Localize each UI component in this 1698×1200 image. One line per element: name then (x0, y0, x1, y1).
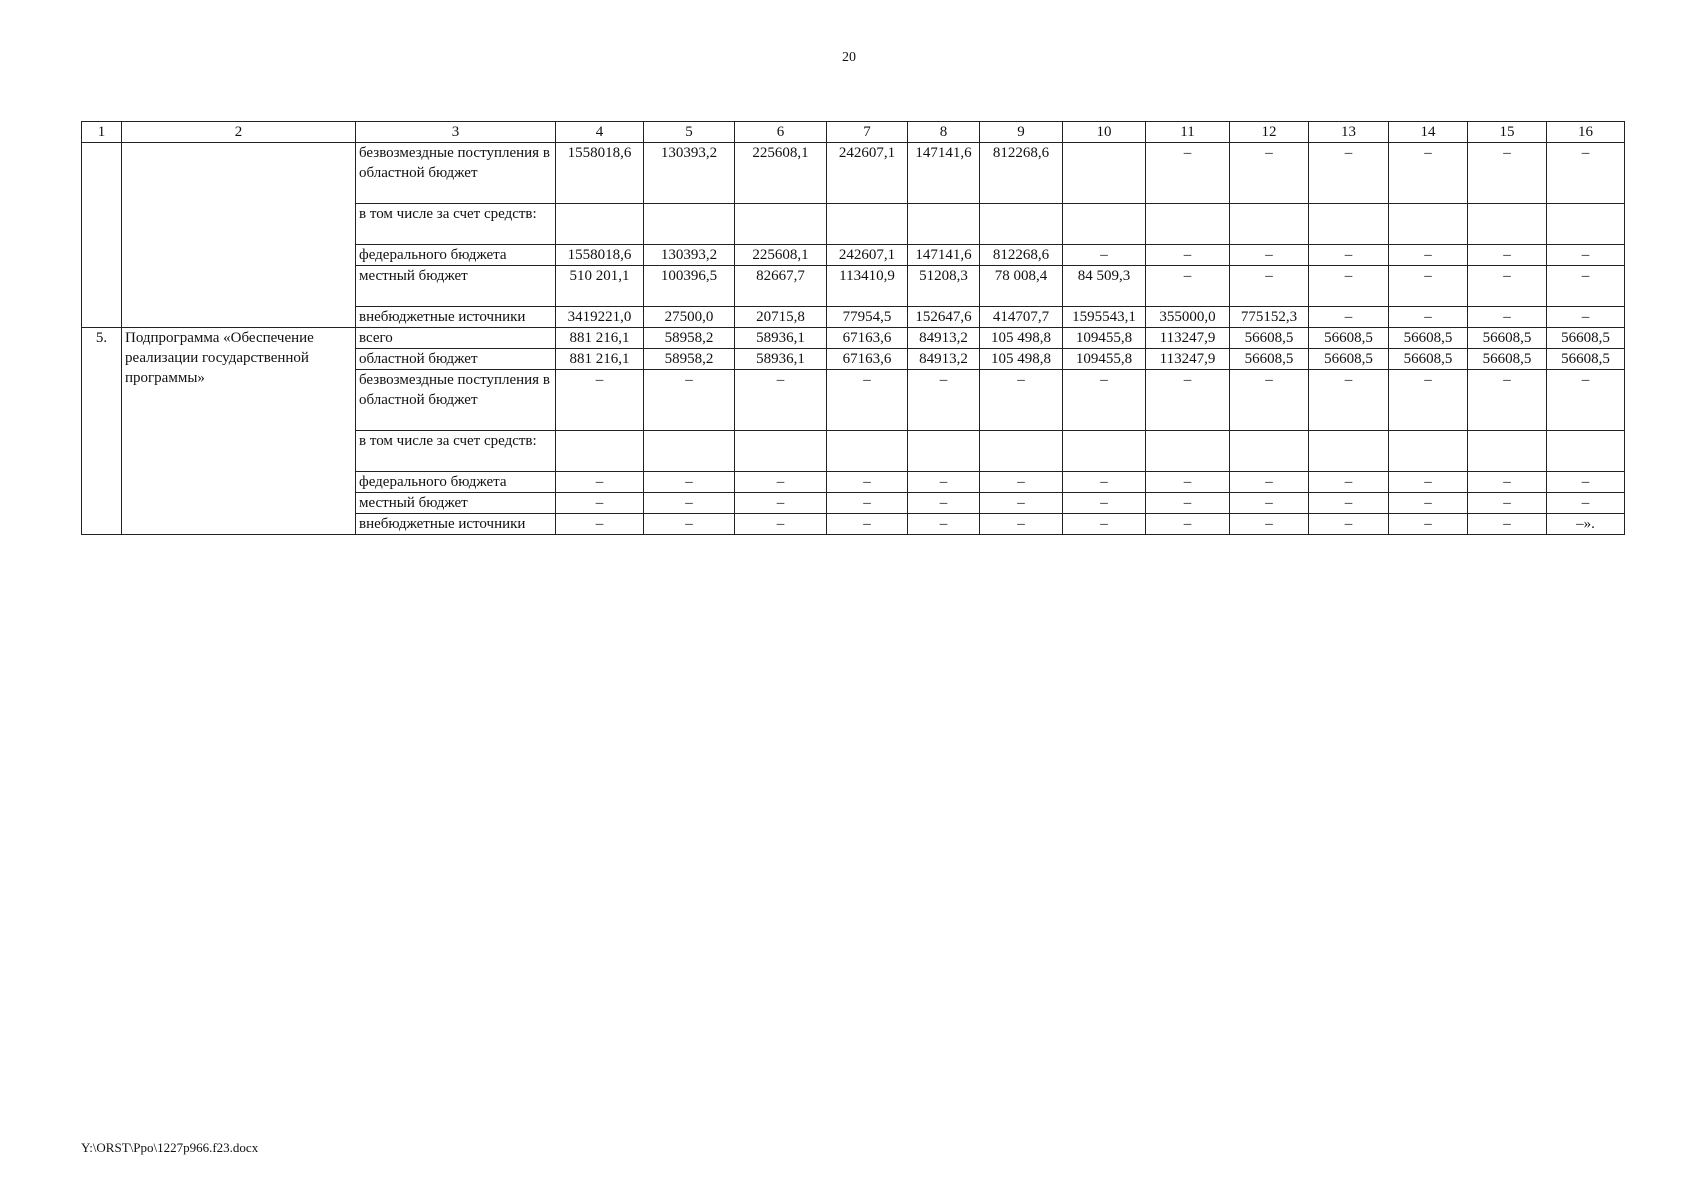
value-cell: – (1547, 307, 1625, 328)
value-cell: – (980, 370, 1063, 431)
header-cell: 1 (82, 122, 122, 143)
value-cell: – (735, 472, 827, 493)
value-cell: – (827, 514, 908, 535)
value-cell: 56608,5 (1547, 349, 1625, 370)
value-cell: – (908, 493, 980, 514)
value-cell: – (735, 493, 827, 514)
value-cell: 105 498,8 (980, 328, 1063, 349)
value-cell: –». (1547, 514, 1625, 535)
value-cell (1063, 431, 1146, 472)
row-number-cell: 5. (82, 328, 122, 535)
value-cell: 27500,0 (644, 307, 735, 328)
value-cell: – (1230, 266, 1309, 307)
value-cell: – (1230, 143, 1309, 204)
value-cell: – (1230, 472, 1309, 493)
value-cell: – (1230, 493, 1309, 514)
value-cell: – (827, 370, 908, 431)
value-cell: – (1063, 472, 1146, 493)
value-cell (827, 204, 908, 245)
value-cell: – (1309, 514, 1389, 535)
value-cell: 58958,2 (644, 328, 735, 349)
value-cell (980, 204, 1063, 245)
value-cell: – (644, 472, 735, 493)
file-path-footer: Y:\ORST\Ppo\1227p966.f23.docx (81, 1140, 259, 1155)
value-cell (1309, 431, 1389, 472)
value-cell (1468, 431, 1547, 472)
header-cell: 13 (1309, 122, 1389, 143)
page-number: 20 (842, 50, 856, 65)
value-cell: – (827, 472, 908, 493)
header-cell: 3 (356, 122, 556, 143)
value-cell: 51208,3 (908, 266, 980, 307)
header-cell: 6 (735, 122, 827, 143)
value-cell: – (1309, 472, 1389, 493)
header-cell: 5 (644, 122, 735, 143)
value-cell: – (1146, 143, 1230, 204)
value-cell: – (1468, 370, 1547, 431)
value-cell: 58958,2 (644, 349, 735, 370)
value-cell: – (1468, 266, 1547, 307)
value-cell: 58936,1 (735, 349, 827, 370)
header-cell: 7 (827, 122, 908, 143)
value-cell: – (980, 493, 1063, 514)
value-cell: – (908, 370, 980, 431)
value-cell: – (1146, 514, 1230, 535)
value-cell: – (644, 514, 735, 535)
value-cell: – (1063, 493, 1146, 514)
value-cell (644, 204, 735, 245)
header-cell: 15 (1468, 122, 1547, 143)
value-cell: 113410,9 (827, 266, 908, 307)
value-cell: – (735, 370, 827, 431)
value-cell: 812268,6 (980, 245, 1063, 266)
value-cell: – (644, 493, 735, 514)
value-cell: – (980, 472, 1063, 493)
value-cell: 3419221,0 (556, 307, 644, 328)
value-cell (1389, 431, 1468, 472)
value-cell: – (1309, 143, 1389, 204)
value-cell: – (1468, 514, 1547, 535)
value-cell (827, 431, 908, 472)
value-cell (556, 431, 644, 472)
value-cell: – (735, 514, 827, 535)
table-row (82, 143, 1625, 204)
value-cell: – (1468, 307, 1547, 328)
value-cell: – (644, 370, 735, 431)
source-label-cell: внебюджетные источники (356, 514, 556, 535)
value-cell: 82667,7 (735, 266, 827, 307)
value-cell: 775152,3 (1230, 307, 1309, 328)
value-cell: – (980, 514, 1063, 535)
row-number-cell (82, 143, 122, 328)
value-cell: 881 216,1 (556, 349, 644, 370)
value-cell: – (1146, 245, 1230, 266)
value-cell: – (556, 493, 644, 514)
value-cell: 100396,5 (644, 266, 735, 307)
value-cell: 130393,2 (644, 245, 735, 266)
value-cell (1063, 143, 1146, 204)
value-cell: – (556, 472, 644, 493)
value-cell: 242607,1 (827, 245, 908, 266)
value-cell: 84 509,3 (1063, 266, 1146, 307)
value-cell: – (1389, 370, 1468, 431)
value-cell (644, 431, 735, 472)
value-cell: 20715,8 (735, 307, 827, 328)
value-cell (556, 204, 644, 245)
value-cell: – (1547, 472, 1625, 493)
header-cell: 9 (980, 122, 1063, 143)
value-cell: 56608,5 (1230, 349, 1309, 370)
value-cell: 56608,5 (1230, 328, 1309, 349)
value-cell: – (1547, 266, 1625, 307)
source-label-cell: местный бюджет (356, 266, 556, 307)
value-cell: 56608,5 (1309, 328, 1389, 349)
value-cell: 152647,6 (908, 307, 980, 328)
source-label-cell: в том числе за счет средств: (356, 431, 556, 472)
header-cell: 12 (1230, 122, 1309, 143)
value-cell: – (1230, 370, 1309, 431)
value-cell: – (1389, 514, 1468, 535)
value-cell: 56608,5 (1468, 328, 1547, 349)
value-cell: – (1063, 370, 1146, 431)
value-cell: 56608,5 (1389, 349, 1468, 370)
source-label-cell: безвозмездные поступления в областной бюджет (356, 370, 556, 431)
value-cell: 109455,8 (1063, 349, 1146, 370)
value-cell: – (1309, 370, 1389, 431)
value-cell: – (1146, 370, 1230, 431)
value-cell: 84913,2 (908, 349, 980, 370)
value-cell: 77954,5 (827, 307, 908, 328)
source-label-cell: федерального бюджета (356, 472, 556, 493)
value-cell: – (1389, 307, 1468, 328)
value-cell: – (1309, 493, 1389, 514)
value-cell (1146, 431, 1230, 472)
value-cell (1547, 204, 1625, 245)
value-cell: – (1389, 245, 1468, 266)
value-cell: 113247,9 (1146, 349, 1230, 370)
value-cell: 881 216,1 (556, 328, 644, 349)
value-cell (1309, 204, 1389, 245)
value-cell (1389, 204, 1468, 245)
header-cell: 4 (556, 122, 644, 143)
value-cell (1547, 431, 1625, 472)
value-cell: – (1468, 472, 1547, 493)
value-cell: 130393,2 (644, 143, 735, 204)
value-cell: 1558018,6 (556, 143, 644, 204)
source-label-cell: всего (356, 328, 556, 349)
value-cell: 56608,5 (1389, 328, 1468, 349)
value-cell: 147141,6 (908, 143, 980, 204)
value-cell: – (1547, 493, 1625, 514)
value-cell: 84913,2 (908, 328, 980, 349)
source-label-cell: безвозмездные поступления в областной бюджет (356, 143, 556, 204)
header-cell: 16 (1547, 122, 1625, 143)
value-cell (1230, 204, 1309, 245)
value-cell (1063, 204, 1146, 245)
value-cell: 113247,9 (1146, 328, 1230, 349)
value-cell: – (556, 514, 644, 535)
value-cell: – (1309, 307, 1389, 328)
value-cell: 56608,5 (1547, 328, 1625, 349)
header-cell: 8 (908, 122, 980, 143)
value-cell: 355000,0 (1146, 307, 1230, 328)
value-cell (735, 204, 827, 245)
value-cell: – (1230, 245, 1309, 266)
source-label-cell: внебюджетные источники (356, 307, 556, 328)
value-cell: – (1468, 143, 1547, 204)
value-cell: – (1309, 245, 1389, 266)
value-cell: – (1389, 266, 1468, 307)
source-label-cell: местный бюджет (356, 493, 556, 514)
value-cell: 67163,6 (827, 328, 908, 349)
value-cell: 56608,5 (1309, 349, 1389, 370)
value-cell: 78 008,4 (980, 266, 1063, 307)
header-cell: 2 (122, 122, 356, 143)
value-cell: 242607,1 (827, 143, 908, 204)
value-cell: 225608,1 (735, 245, 827, 266)
value-cell (1146, 204, 1230, 245)
value-cell: – (827, 493, 908, 514)
value-cell: – (908, 472, 980, 493)
value-cell: – (1063, 245, 1146, 266)
value-cell: 510 201,1 (556, 266, 644, 307)
value-cell: – (556, 370, 644, 431)
header-cell: 11 (1146, 122, 1230, 143)
table-row (82, 328, 1625, 349)
value-cell: – (1468, 493, 1547, 514)
value-cell: 147141,6 (908, 245, 980, 266)
value-cell: 56608,5 (1468, 349, 1547, 370)
value-cell: 1595543,1 (1063, 307, 1146, 328)
table-header-row (82, 122, 1625, 143)
value-cell: – (1309, 266, 1389, 307)
value-cell: – (1146, 266, 1230, 307)
value-cell: – (1389, 472, 1468, 493)
header-cell: 14 (1389, 122, 1468, 143)
value-cell: 105 498,8 (980, 349, 1063, 370)
value-cell: 414707,7 (980, 307, 1063, 328)
table-body (82, 122, 1625, 535)
value-cell: 1558018,6 (556, 245, 644, 266)
value-cell: 67163,6 (827, 349, 908, 370)
value-cell: – (1547, 245, 1625, 266)
value-cell (980, 431, 1063, 472)
value-cell: 109455,8 (1063, 328, 1146, 349)
value-cell: – (1146, 472, 1230, 493)
value-cell: – (1389, 143, 1468, 204)
value-cell: – (1547, 143, 1625, 204)
source-label-cell: областной бюджет (356, 349, 556, 370)
value-cell (1468, 204, 1547, 245)
value-cell: – (1468, 245, 1547, 266)
program-name-cell: Подпрограмма «Обеспечение реализации государственной программы» (122, 328, 356, 535)
source-label-cell: федерального бюджета (356, 245, 556, 266)
value-cell: – (1063, 514, 1146, 535)
value-cell: – (1146, 493, 1230, 514)
value-cell: – (908, 514, 980, 535)
budget-table (81, 121, 1625, 535)
value-cell (1230, 431, 1309, 472)
value-cell: 58936,1 (735, 328, 827, 349)
value-cell (735, 431, 827, 472)
value-cell: 225608,1 (735, 143, 827, 204)
value-cell: – (1230, 514, 1309, 535)
value-cell: – (1389, 493, 1468, 514)
value-cell (908, 431, 980, 472)
value-cell: – (1547, 370, 1625, 431)
program-name-cell (122, 143, 356, 328)
source-label-cell: в том числе за счет средств: (356, 204, 556, 245)
value-cell (908, 204, 980, 245)
value-cell: 812268,6 (980, 143, 1063, 204)
header-cell: 10 (1063, 122, 1146, 143)
